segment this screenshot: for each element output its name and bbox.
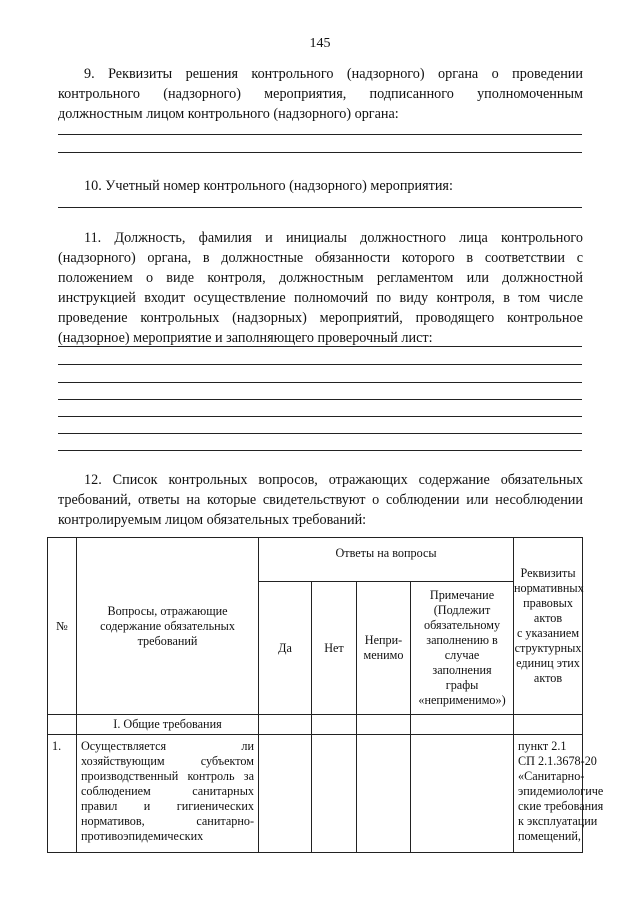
answer-note-cell[interactable]: [411, 735, 514, 853]
legal-ref-line: ские требования: [518, 799, 604, 813]
fill-in-line[interactable]: [58, 382, 582, 383]
section-empty-cell: [514, 715, 583, 735]
header-yes: Да: [259, 582, 312, 715]
fill-in-line[interactable]: [58, 207, 582, 208]
answer-yes-cell[interactable]: [259, 735, 312, 853]
question-line: нормативов, санитарно-: [81, 814, 254, 828]
item-11-line: 11. Должность, фамилия и инициалы должностного лица контрольного: [84, 230, 583, 246]
fill-in-line[interactable]: [58, 134, 582, 135]
header-legal-refs-line: единиц этих: [516, 656, 580, 670]
section-empty-cell: [411, 715, 514, 735]
header-number: №: [48, 538, 77, 715]
legal-ref-line: пункт 2.1: [518, 739, 567, 753]
answer-no-cell[interactable]: [312, 735, 357, 853]
header-note-line: (Подлежит: [433, 603, 491, 617]
section-title: I. Общие требования: [77, 715, 259, 735]
fill-in-line[interactable]: [58, 399, 582, 400]
section-empty-cell: [312, 715, 357, 735]
header-note-line: Примечание: [429, 588, 495, 602]
header-note-line: обязательному: [423, 618, 501, 632]
question-line: противоэпидемических: [81, 829, 204, 843]
header-legal-refs-line: Реквизиты: [520, 566, 576, 580]
table-row: [48, 735, 583, 853]
header-note-line: заполнения: [432, 663, 492, 677]
question-line: правил и гигиенических: [81, 799, 254, 813]
header-legal-refs-line: с указанием: [516, 626, 580, 640]
item-12-line: требований, ответы на которые свидетельствуют о соблюдении или несоблюдении: [58, 492, 583, 508]
header-legal-refs-line: правовых актов: [523, 596, 573, 625]
header-note-line: заполнению в: [426, 633, 498, 647]
legal-ref-line: «Санитарно-: [518, 769, 585, 783]
item-9-paragraph: [58, 64, 583, 124]
header-not-applicable-line: менимо: [363, 648, 404, 662]
item-10-paragraph: [58, 176, 583, 196]
fill-in-line[interactable]: [58, 450, 582, 451]
header-not-applicable-line: Непри-: [364, 633, 403, 647]
item-12-line: контролируемым лицом обязательных требований:: [58, 512, 367, 528]
header-legal-refs-line: структурных: [514, 641, 582, 655]
page-number: 145: [309, 36, 331, 51]
fill-in-line[interactable]: [58, 152, 582, 153]
item-11-line: инструкцией входит осуществление полномочий по виду контроля, в том числе: [58, 290, 583, 306]
question-line: хозяйствующим субъектом: [81, 754, 254, 768]
item-9-line: должностным лицом контрольного (надзорного) органа:: [58, 106, 399, 122]
header-legal-refs-line: актов: [533, 671, 563, 685]
header-not-applicable: [357, 582, 411, 715]
header-note-line: «неприменимо»): [418, 693, 506, 707]
checklist-table: [47, 537, 604, 853]
item-12-paragraph: [58, 470, 583, 530]
section-empty-cell: [357, 715, 411, 735]
legal-ref-line: СП 2.1.3678-20: [518, 754, 597, 768]
legal-ref-line: к эксплуатации: [518, 814, 598, 828]
item-11-paragraph: [58, 228, 583, 348]
fill-in-line[interactable]: [58, 433, 582, 434]
question-line: соблюдением санитарных: [81, 784, 254, 798]
question-line: производственный контроль за: [81, 769, 254, 783]
item-9-line: контрольного (надзорного) мероприятия, подписанного уполномоченным: [58, 86, 583, 102]
item-11-line: проведение контрольных (надзорных) мероприятий, проводящего контрольное: [58, 310, 583, 326]
section-number-cell: [48, 715, 77, 735]
header-note-line: графы: [445, 678, 479, 692]
header-note-line: случае: [444, 648, 480, 662]
question-text: [77, 735, 259, 853]
item-12-line: 12. Список контрольных вопросов, отражающих содержание обязательных: [84, 472, 583, 488]
answer-not-applicable-cell[interactable]: [357, 735, 411, 853]
item-10-line: 10. Учетный номер контрольного (надзорного) мероприятия:: [84, 178, 453, 194]
header-questions: Вопросы, отражающие содержание обязательных требований: [77, 538, 259, 715]
item-11-line: (надзорное) мероприятие и заполняющего проверочный лист:: [58, 330, 433, 346]
header-legal-refs: [514, 538, 583, 715]
item-11-line: (надзорного) органа, в должностные обязанности которого в соответствии с: [58, 250, 583, 266]
legal-ref-cell: [514, 735, 604, 853]
header-no: Нет: [312, 582, 357, 715]
row-number: 1.: [48, 735, 77, 853]
item-11-line: положением о виде контроля, должностным регламентом или должностной: [58, 270, 583, 286]
legal-ref-line: помещений,: [518, 829, 581, 843]
question-line: Осуществляется ли: [81, 739, 254, 753]
legal-ref-line: эпидемиологиче: [518, 784, 604, 798]
item-9-line: 9. Реквизиты решения контрольного (надзорного) органа о проведении: [84, 66, 583, 82]
fill-in-line[interactable]: [58, 416, 582, 417]
fill-in-line[interactable]: [58, 346, 582, 347]
header-note: [411, 582, 514, 715]
section-empty-cell: [259, 715, 312, 735]
header-legal-refs-line: нормативных: [514, 581, 584, 595]
fill-in-line[interactable]: [58, 364, 582, 365]
header-answers-group: Ответы на вопросы: [259, 538, 514, 582]
